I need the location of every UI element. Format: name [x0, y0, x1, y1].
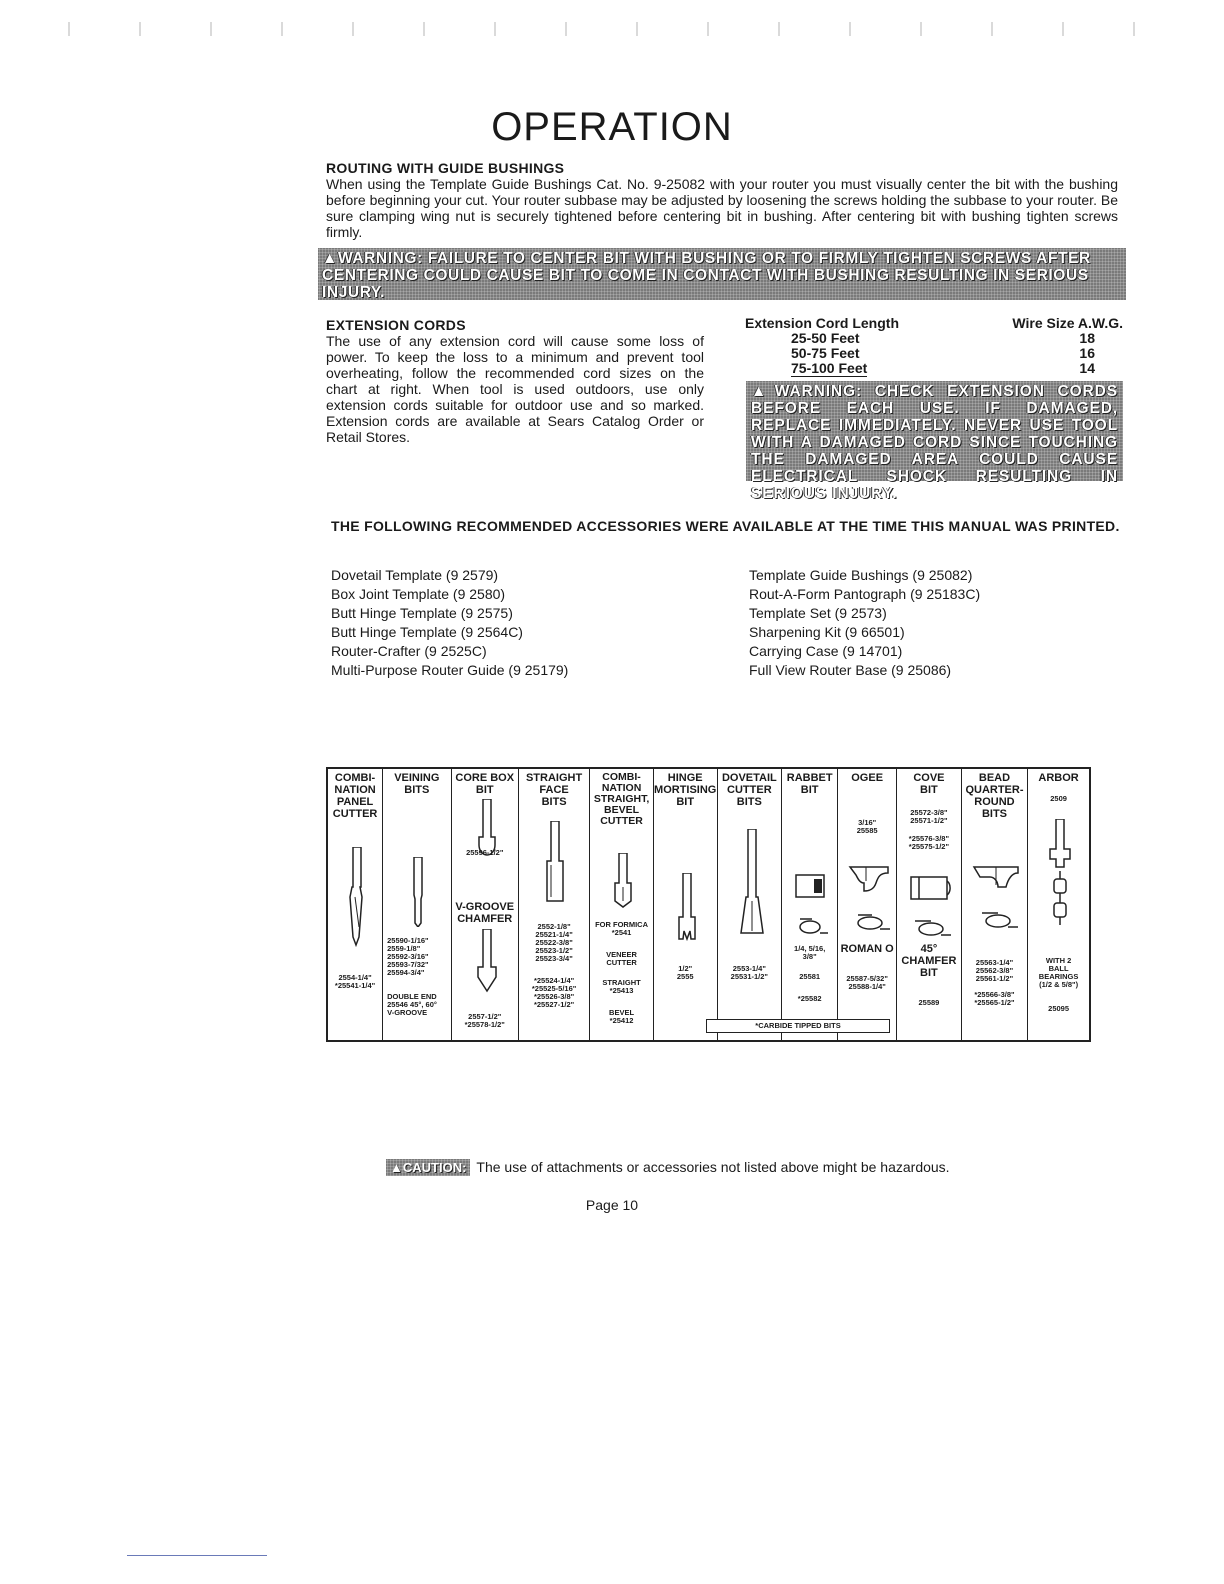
list-item: Template Set (9 2573)	[749, 605, 887, 621]
accessories-list-right	[749, 566, 980, 680]
bit-label: 1/4, 5/16, 3/8"	[794, 944, 826, 961]
table-row	[745, 331, 1123, 346]
bit-label: *25566-3/8" *25565-1/2"	[974, 990, 1015, 1007]
bit-column-dovetail-cutter-bits	[718, 769, 783, 1040]
bit-label: 2554-1/4" *25541-1/4"	[334, 973, 376, 990]
bit-label: 25581	[799, 972, 821, 981]
bit-label: *25524-1/4" *25525-5/16" *25526-3/8" *25527-1/2"	[531, 976, 577, 1009]
bit-heading: COVE BIT	[913, 772, 945, 796]
bit-label: STRAIGHT *25413	[602, 978, 641, 995]
bit-label: 25095	[1048, 1004, 1070, 1013]
routing-text: When using the Template Guide Bushings Cat. No. 9-25082 with your router you must visually center the bit with the bushing before beginning your cut. Your router subbase may be adjusted by loosening the screws holding the subbase to your router. Be sure clamping wing nut is securely tightened before centering bit in bushing. After centering bit with bushing tighten screws firmly.	[326, 176, 1118, 240]
bit-heading: HINGE MORTISING BIT	[654, 772, 717, 808]
extension-cords-section	[326, 317, 704, 445]
bit-label: 25563-1/4" 25562-3/8" 25561-1/2"	[975, 958, 1014, 983]
rabbet-bit-icon	[794, 873, 830, 943]
dovetail-bit-icon	[739, 829, 765, 937]
bead-bit-icon	[972, 865, 1022, 939]
warning-banner-bushing: ▲WARNING: FAILURE TO CENTER BIT WITH BUSHING OR TO FIRMLY TIGHTEN SCREWS AFTER CENTERING COULD CAUSE BIT TO COME IN CONTACT WITH BUSHING RESULTING IN SERIOUS INJURY.	[318, 248, 1126, 300]
bit-heading: DOVETAIL CUTTER BITS	[721, 772, 777, 808]
bit-column-core-box-bit	[452, 769, 519, 1040]
router-bits-chart	[326, 767, 1091, 1042]
bit-label: *25582	[797, 994, 822, 1003]
extension-text: The use of any extension cord will cause some loss of power. To keep the loss to a minimum and prevent tool overheating, follow the recommended cord sizes on the chart at right. When tool is used outdoors, use only extension cords suitable for outdoor use and so marked. Extension cords are available at Sears Catalog Order or Retail Stores.	[326, 333, 704, 445]
cord-length: 25-50 Feet	[791, 330, 860, 346]
bit-column-combination-straight-bevel	[590, 769, 654, 1040]
v-groove-bit-icon	[476, 929, 498, 993]
warning-banner-cords: ▲WARNING: CHECK EXTENSION CORDS BEFORE EACH USE. IF DAMAGED, REPLACE IMMEDIATELY. NEVER USE TOOL WITH A DAMAGED CORD SINCE TOUCHING THE DAMAGED AREA COULD CAUSE ELECTRICAL SHOCK RESULTING IN SERIOUS INJURY.	[746, 381, 1123, 481]
list-item: Dovetail Template (9 2579)	[331, 567, 499, 583]
routing-section	[326, 160, 1118, 240]
table-row	[745, 361, 1123, 376]
carbide-tipped-note: *CARBIDE TIPPED BITS	[706, 1019, 890, 1033]
cord-length: 75-100 Feet	[791, 360, 868, 376]
wire-size-header: Wire Size A.W.G.	[1012, 315, 1123, 331]
bit-column-ogee	[838, 769, 897, 1040]
bit-label: 2553-1/4" 25531-1/2"	[730, 964, 768, 981]
bevel-cutter-icon	[612, 853, 634, 909]
page-number: Page 10	[585, 1197, 639, 1213]
bit-label: 3/16" 25585	[856, 818, 878, 835]
bit-label: 25589	[918, 998, 940, 1007]
veining-bit-icon	[411, 857, 425, 927]
bit-heading: BEAD QUARTER- ROUND BITS	[965, 772, 1024, 820]
bit-heading: COMBI- NATION STRAIGHT, BEVEL CUTTER	[593, 771, 650, 827]
ogee-bit-icon	[848, 865, 892, 939]
footer-rule	[127, 1555, 267, 1556]
caution-text: The use of attachments or accessories not listed above might be hazardous.	[476, 1159, 950, 1175]
bit-column-straight-face-bits	[519, 769, 590, 1040]
list-item: Full View Router Base (9 25086)	[749, 662, 952, 678]
routing-heading: ROUTING WITH GUIDE BUSHINGS	[326, 160, 565, 176]
bit-heading: CORE BOX BIT	[455, 772, 515, 796]
page-title: OPERATION	[491, 105, 733, 149]
hinge-mortising-bit-icon	[676, 873, 698, 943]
bit-label: *25576-3/8" *25575-1/2"	[908, 834, 950, 851]
list-item: Carrying Case (9 14701)	[749, 643, 903, 659]
wire-size: 18	[1079, 330, 1095, 346]
bit-label: 25587-5/32" 25588-1/4"	[846, 974, 888, 991]
cove-bit-icon	[907, 873, 955, 943]
list-item: Butt Hinge Template (9 2575)	[331, 605, 513, 621]
bit-heading: VEINING BITS	[394, 772, 440, 796]
bit-heading: RABBET BIT	[786, 772, 833, 796]
bit-column-hinge-mortising-bit	[654, 769, 718, 1040]
bit-label: WITH 2 BALL BEARINGS (1/2 & 5/8")	[1038, 956, 1079, 989]
bit-heading: ARBOR	[1038, 772, 1079, 784]
caution-line	[386, 1159, 950, 1176]
accessories-list-left	[331, 566, 568, 680]
bit-column-arbor	[1028, 769, 1089, 1040]
bit-heading: OGEE	[851, 772, 884, 784]
cord-length: 50-75 Feet	[791, 345, 860, 361]
bit-heading: COMBI- NATION PANEL CUTTER	[332, 772, 378, 820]
bit-label: 25572-3/8" 25571-1/2"	[910, 808, 948, 825]
cord-length-header: Extension Cord Length	[745, 315, 899, 331]
list-item: Multi-Purpose Router Guide (9 25179)	[331, 662, 569, 678]
bit-label: VENEER CUTTER	[606, 950, 637, 967]
wire-size: 14	[1079, 360, 1095, 376]
bit-heading: STRAIGHT FACE BITS	[525, 772, 583, 808]
bit-label: V-GROOVE CHAMFER	[455, 901, 515, 925]
table-row	[745, 346, 1123, 361]
bit-label: DOUBLE END 25546 45°, 60° V-GROOVE	[387, 992, 437, 1017]
list-item: Box Joint Template (9 2580)	[331, 586, 506, 602]
caution-badge: ▲CAUTION:	[386, 1159, 470, 1176]
bit-column-cove-bit	[897, 769, 962, 1040]
list-item: Sharpening Kit (9 66501)	[749, 624, 905, 640]
list-item: Template Guide Bushings (9 25082)	[749, 567, 973, 583]
bit-label: 25590-1/16" 2559-1/8" 25592-3/16" 25593-7/32" 25594-3/4"	[387, 936, 429, 977]
arbor-icon	[1048, 819, 1072, 935]
bit-column-bead-quarter-round-bits	[962, 769, 1029, 1040]
bit-label: 2552-1/8" 25521-1/4" 25522-3/8" 25523-1/2" 25523-3/4"	[535, 922, 573, 963]
bit-label: BEVEL *25412	[609, 1008, 635, 1025]
straight-bit-icon	[544, 821, 566, 905]
bit-label: 1/2" 2555	[676, 964, 694, 981]
bit-label: 2557-1/2" *25578-1/2"	[464, 1012, 505, 1029]
scan-artifact	[30, 22, 1170, 36]
accessories-heading: THE FOLLOWING RECOMMENDED ACCESSORIES WERE AVAILABLE AT THE TIME THIS MANUAL WAS PRINTED.	[331, 518, 1120, 534]
bit-label: 2509	[1050, 794, 1067, 803]
wire-size: 16	[1079, 345, 1095, 361]
list-item: Router-Crafter (9 2525C)	[331, 643, 487, 659]
bit-label: 25596-1/2"	[466, 848, 504, 857]
bit-label: FOR FORMICA *2541	[595, 920, 648, 937]
bit-column-veining-bits	[383, 769, 451, 1040]
extension-heading: EXTENSION CORDS	[326, 317, 466, 333]
list-item: Rout-A-Form Pantograph (9 25183C)	[749, 586, 981, 602]
panel-cutter-icon	[348, 847, 366, 947]
bit-label: ROMAN O	[840, 943, 894, 955]
list-item: Butt Hinge Template (9 2564C)	[331, 624, 523, 640]
bit-label: 45° CHAMFER BIT	[901, 943, 957, 979]
bit-column-combination-panel-cutter	[328, 769, 383, 1040]
cord-size-table	[745, 315, 1123, 376]
bit-column-rabbet-bit	[782, 769, 838, 1040]
